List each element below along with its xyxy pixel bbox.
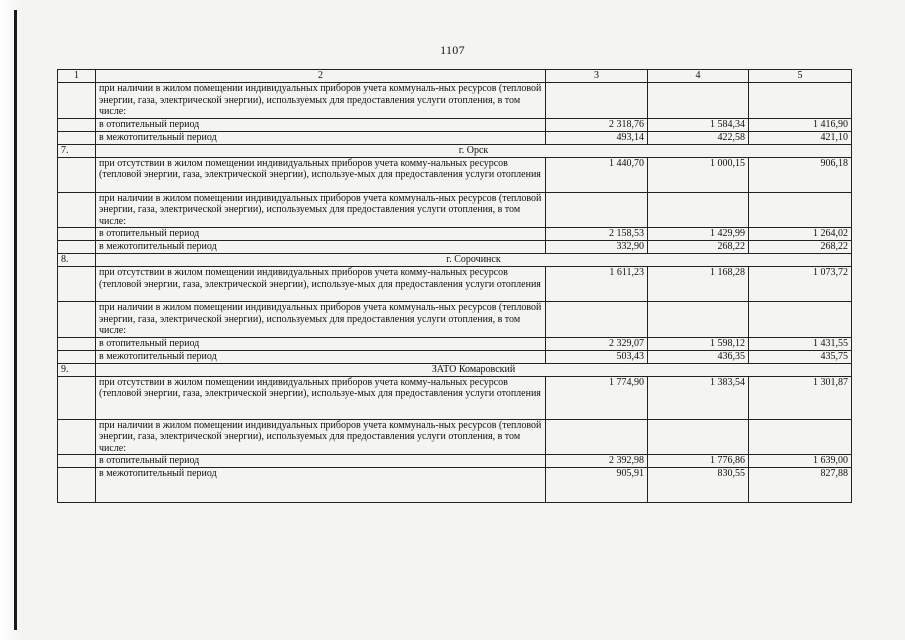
value-cell: 435,75 (749, 350, 852, 363)
value-cell: 2 392,98 (546, 455, 648, 468)
value-cell: 1 774,90 (546, 376, 648, 419)
table-row (58, 455, 852, 468)
value-cell (749, 83, 852, 119)
description-cell: в межотопительный период (96, 350, 546, 363)
value-cell: 1 639,00 (749, 455, 852, 468)
value-cell: 332,90 (546, 241, 648, 254)
table-row (58, 192, 852, 228)
value-cell (648, 192, 749, 228)
index-cell (58, 419, 96, 455)
index-cell (58, 192, 96, 228)
value-cell: 1 431,55 (749, 337, 852, 350)
index-cell (58, 350, 96, 363)
table-row (58, 419, 852, 455)
value-cell: 268,22 (648, 241, 749, 254)
section-index: 7. (58, 144, 96, 157)
description-cell: при отсутствии в жилом помещении индивидуальных приборов учета комму-нальных ресурсов (тепловой энергии, газа, электрической энергии), используе-мых для предоставления услуги отопления (96, 376, 546, 419)
scan-edge (0, 0, 20, 640)
column-number-2: 2 (96, 70, 546, 83)
column-number-header (58, 70, 852, 83)
description-cell: в отопительный период (96, 337, 546, 350)
section-header-row (58, 254, 852, 267)
value-cell: 2 318,76 (546, 118, 648, 131)
value-cell: 1 416,90 (749, 118, 852, 131)
tariff-table (57, 69, 852, 503)
description-cell: при наличии в жилом помещении индивидуальных приборов учета коммуналь-ных ресурсов (тепловой энергии, газа, электрической энергии), используемых для предоставления услуги отопления, в том числе: (96, 302, 546, 338)
index-cell (58, 131, 96, 144)
index-cell (58, 157, 96, 192)
description-cell: в отопительный период (96, 455, 546, 468)
value-cell: 436,35 (648, 350, 749, 363)
table-row (58, 228, 852, 241)
section-city-name: ЗАТО Комаровский (96, 363, 852, 376)
description-cell: при отсутствии в жилом помещении индивидуальных приборов учета комму-нальных ресурсов (тепловой энергии, газа, электрической энергии), используе-мых для предоставления услуги отопления (96, 267, 546, 302)
description-cell: в межотопительный период (96, 241, 546, 254)
section-header-row (58, 144, 852, 157)
table-row (58, 83, 852, 119)
value-cell (546, 83, 648, 119)
description-cell: при наличии в жилом помещении индивидуальных приборов учета коммуналь-ных ресурсов (тепловой энергии, газа, электрической энергии), используемых для предоставления услуги отопления, в том числе: (96, 192, 546, 228)
index-cell (58, 337, 96, 350)
value-cell: 830,55 (648, 468, 749, 503)
description-cell: при наличии в жилом помещении индивидуальных приборов учета коммуналь-ных ресурсов (тепловой энергии, газа, электрической энергии), используемых для предоставления услуги отопления, в том числе: (96, 83, 546, 119)
table-row (58, 131, 852, 144)
value-cell: 1 301,87 (749, 376, 852, 419)
value-cell (749, 302, 852, 338)
index-cell (58, 468, 96, 503)
table-row (58, 267, 852, 302)
table-row (58, 350, 852, 363)
value-cell: 421,10 (749, 131, 852, 144)
value-cell: 1 429,99 (648, 228, 749, 241)
index-cell (58, 83, 96, 119)
value-cell: 493,14 (546, 131, 648, 144)
value-cell: 1 611,23 (546, 267, 648, 302)
value-cell: 906,18 (749, 157, 852, 192)
index-cell (58, 228, 96, 241)
value-cell: 422,58 (648, 131, 749, 144)
value-cell (749, 419, 852, 455)
table-row (58, 241, 852, 254)
value-cell: 1 000,15 (648, 157, 749, 192)
value-cell (749, 192, 852, 228)
table-row (58, 468, 852, 503)
value-cell (546, 302, 648, 338)
value-cell: 1 264,02 (749, 228, 852, 241)
table-row (58, 157, 852, 192)
value-cell: 1 598,12 (648, 337, 749, 350)
value-cell: 268,22 (749, 241, 852, 254)
column-number-4: 4 (648, 70, 749, 83)
value-cell: 827,88 (749, 468, 852, 503)
page-number: 1107 (440, 43, 465, 57)
description-cell: при отсутствии в жилом помещении индивидуальных приборов учета комму-нальных ресурсов (тепловой энергии, газа, электрической энергии), используе-мых для предоставления услуги отопления (96, 157, 546, 192)
scan-binding-line (14, 10, 17, 630)
value-cell (546, 419, 648, 455)
value-cell: 1 440,70 (546, 157, 648, 192)
value-cell (648, 83, 749, 119)
table-row (58, 376, 852, 419)
description-cell: в межотопительный период (96, 131, 546, 144)
index-cell (58, 118, 96, 131)
table-row (58, 302, 852, 338)
description-cell: в отопительный период (96, 118, 546, 131)
index-cell (58, 267, 96, 302)
table-row (58, 118, 852, 131)
column-number-5: 5 (749, 70, 852, 83)
value-cell: 905,91 (546, 468, 648, 503)
column-number-1: 1 (58, 70, 96, 83)
value-cell: 1 776,86 (648, 455, 749, 468)
section-index: 8. (58, 254, 96, 267)
description-cell: в межотопительный период (96, 468, 546, 503)
value-cell: 1 383,54 (648, 376, 749, 419)
index-cell (58, 455, 96, 468)
index-cell (58, 302, 96, 338)
table-row (58, 337, 852, 350)
value-cell: 1 168,28 (648, 267, 749, 302)
description-cell: в отопительный период (96, 228, 546, 241)
value-cell: 1 584,34 (648, 118, 749, 131)
section-header-row (58, 363, 852, 376)
value-cell: 2 329,07 (546, 337, 648, 350)
value-cell (648, 302, 749, 338)
description-cell: при наличии в жилом помещении индивидуальных приборов учета коммуналь-ных ресурсов (тепловой энергии, газа, электрической энергии), используемых для предоставления услуги отопления, в том числе: (96, 419, 546, 455)
index-cell (58, 241, 96, 254)
section-city-name: г. Сорочинск (96, 254, 852, 267)
value-cell: 503,43 (546, 350, 648, 363)
value-cell (648, 419, 749, 455)
section-city-name: г. Орск (96, 144, 852, 157)
value-cell: 1 073,72 (749, 267, 852, 302)
index-cell (58, 376, 96, 419)
section-index: 9. (58, 363, 96, 376)
value-cell (546, 192, 648, 228)
value-cell: 2 158,53 (546, 228, 648, 241)
column-number-3: 3 (546, 70, 648, 83)
